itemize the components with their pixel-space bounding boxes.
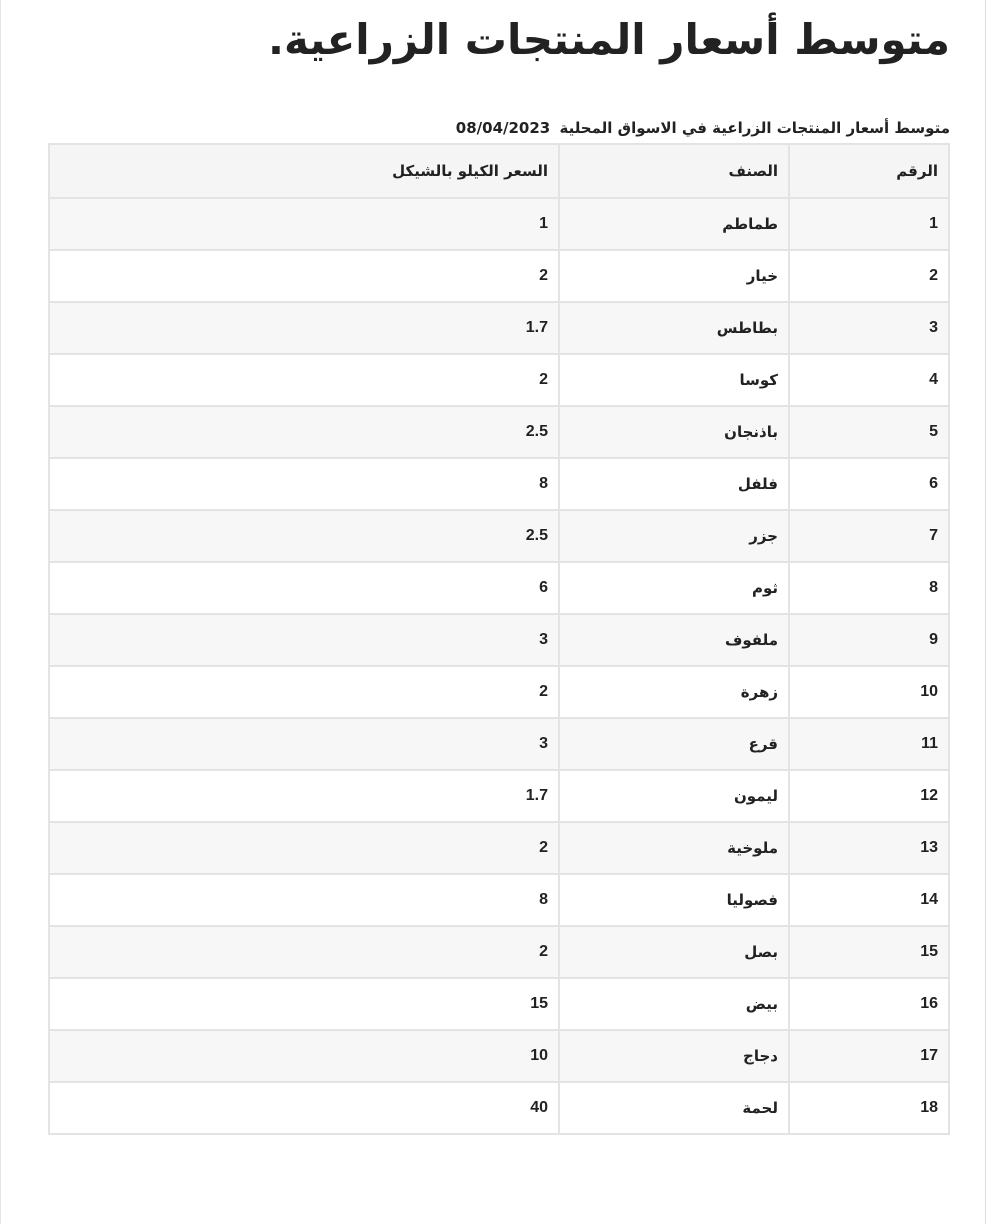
cell-item: ليمون xyxy=(559,770,789,822)
cell-number: 18 xyxy=(789,1082,949,1134)
table-row xyxy=(49,978,949,1030)
table-row xyxy=(49,458,949,510)
cell-number: 14 xyxy=(789,874,949,926)
cell-price: 10 xyxy=(49,1030,559,1082)
cell-number: 17 xyxy=(789,1030,949,1082)
table-row xyxy=(49,198,949,250)
cell-item: قرع xyxy=(559,718,789,770)
table-row xyxy=(49,926,949,978)
cell-price: 8 xyxy=(49,874,559,926)
cell-price: 6 xyxy=(49,562,559,614)
cell-number: 9 xyxy=(789,614,949,666)
cell-number: 13 xyxy=(789,822,949,874)
cell-number: 2 xyxy=(789,250,949,302)
table-row xyxy=(49,822,949,874)
cell-item: خيار xyxy=(559,250,789,302)
table-row xyxy=(49,874,949,926)
cell-item: ملوخية xyxy=(559,822,789,874)
cell-item: فصوليا xyxy=(559,874,789,926)
cell-item: باذنجان xyxy=(559,406,789,458)
cell-price: 40 xyxy=(49,1082,559,1134)
cell-item: بصل xyxy=(559,926,789,978)
cell-item: فلفل xyxy=(559,458,789,510)
prices-table xyxy=(48,143,950,1135)
cell-price: 2 xyxy=(49,250,559,302)
table-row xyxy=(49,1082,949,1134)
header-price: السعر الكيلو بالشيكل xyxy=(49,144,559,198)
table-row xyxy=(49,614,949,666)
cell-number: 12 xyxy=(789,770,949,822)
table-row xyxy=(49,770,949,822)
table-row xyxy=(49,302,949,354)
table-row xyxy=(49,666,949,718)
cell-item: زهرة xyxy=(559,666,789,718)
cell-price: 2 xyxy=(49,926,559,978)
cell-item: لحمة xyxy=(559,1082,789,1134)
table-row xyxy=(49,718,949,770)
cell-number: 8 xyxy=(789,562,949,614)
table-caption xyxy=(50,117,950,143)
cell-price: 15 xyxy=(49,978,559,1030)
table-row xyxy=(49,354,949,406)
cell-item: ملفوف xyxy=(559,614,789,666)
cell-number: 3 xyxy=(789,302,949,354)
cell-item: بيض xyxy=(559,978,789,1030)
table-body xyxy=(49,198,949,1134)
cell-number: 16 xyxy=(789,978,949,1030)
table-row xyxy=(49,562,949,614)
cell-price: 8 xyxy=(49,458,559,510)
cell-number: 10 xyxy=(789,666,949,718)
cell-item: جزر xyxy=(559,510,789,562)
cell-price: 2 xyxy=(49,822,559,874)
cell-price: 2.5 xyxy=(49,510,559,562)
cell-number: 15 xyxy=(789,926,949,978)
cell-item: دجاج xyxy=(559,1030,789,1082)
cell-item: ثوم xyxy=(559,562,789,614)
page-title: متوسط أسعار المنتجات الزراعية. xyxy=(268,15,950,64)
table-row xyxy=(49,510,949,562)
cell-number: 1 xyxy=(789,198,949,250)
cell-price: 1.7 xyxy=(49,770,559,822)
table-header-row xyxy=(49,144,949,198)
table-row xyxy=(49,406,949,458)
caption-text: متوسط أسعار المنتجات الزراعية في الاسواق المحلية xyxy=(559,119,950,137)
table-row xyxy=(49,250,949,302)
cell-number: 4 xyxy=(789,354,949,406)
cell-price: 2 xyxy=(49,666,559,718)
header-item: الصنف xyxy=(559,144,789,198)
cell-number: 11 xyxy=(789,718,949,770)
table-row xyxy=(49,1030,949,1082)
cell-number: 5 xyxy=(789,406,949,458)
cell-price: 1.7 xyxy=(49,302,559,354)
caption-date: 08/04/2023 xyxy=(455,119,551,137)
cell-item: كوسا xyxy=(559,354,789,406)
cell-item: بطاطس xyxy=(559,302,789,354)
cell-item: طماطم xyxy=(559,198,789,250)
cell-price: 2.5 xyxy=(49,406,559,458)
cell-price: 1 xyxy=(49,198,559,250)
cell-price: 3 xyxy=(49,614,559,666)
article-content xyxy=(50,0,950,1135)
cell-number: 6 xyxy=(789,458,949,510)
cell-number: 7 xyxy=(789,510,949,562)
cell-price: 3 xyxy=(49,718,559,770)
cell-price: 2 xyxy=(49,354,559,406)
header-number: الرقم xyxy=(789,144,949,198)
